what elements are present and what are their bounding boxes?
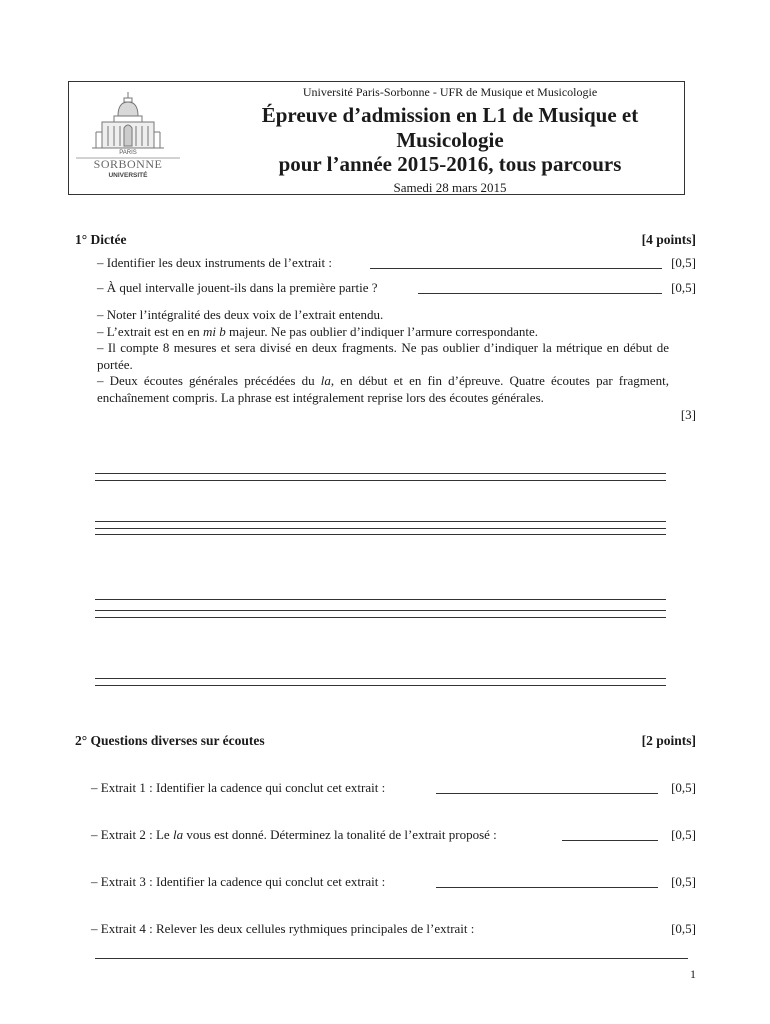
section1-points: [4 points] bbox=[641, 232, 696, 247]
q1-mark: [0,5] bbox=[671, 255, 696, 270]
q1-answer-line[interactable] bbox=[370, 268, 662, 269]
staff-line-3b[interactable] bbox=[95, 610, 666, 611]
sorbonne-logo bbox=[74, 88, 182, 180]
e2-label: – Extrait 2 : Le la vous est donné. Déterminez la tonalité de l’extrait proposé : bbox=[91, 827, 497, 842]
section2-title: 2° Questions diverses sur écoutes bbox=[75, 733, 265, 748]
page-number: 1 bbox=[690, 967, 696, 981]
key-italic: mi b bbox=[203, 323, 226, 339]
e1-mark: [0,5] bbox=[671, 780, 696, 795]
title-line-1: Épreuve d’admission en L1 de Musique et bbox=[261, 103, 639, 127]
q2-label: – À quel intervalle jouent-ils dans la première partie ? bbox=[97, 280, 378, 295]
logo-text-sorbonne: SORBONNE bbox=[93, 157, 163, 171]
staff-line-1a[interactable] bbox=[95, 473, 666, 474]
e3-mark: [0,5] bbox=[671, 874, 696, 889]
university-name: Université Paris-Sorbonne - UFR de Musique et Musicologie bbox=[302, 85, 598, 99]
exam-date: Samedi 28 mars 2015 bbox=[393, 180, 507, 195]
staff-line-3c[interactable] bbox=[95, 617, 666, 618]
la-italic: la bbox=[320, 373, 331, 388]
staff-line-2a[interactable] bbox=[95, 521, 666, 522]
e1-answer-line[interactable] bbox=[436, 793, 658, 794]
q2-answer-line[interactable] bbox=[418, 293, 662, 294]
dictation-mark: [3] bbox=[680, 407, 696, 422]
e3-label: – Extrait 3 : Identifier la cadence qui conclut cet extrait : bbox=[91, 874, 386, 889]
page-title bbox=[215, 103, 685, 177]
instruction-2: – L’extrait est en en mi b majeur. Ne pas oublier d’indiquer l’armure correspondante. bbox=[97, 323, 539, 339]
q1-label: – Identifier les deux instruments de l’extrait : bbox=[97, 255, 333, 270]
staff-line-3a[interactable] bbox=[95, 599, 666, 600]
staff-line-2b[interactable] bbox=[95, 528, 666, 529]
e2-answer-line[interactable] bbox=[562, 840, 658, 841]
logo-text-universite: UNIVERSITÉ bbox=[108, 172, 148, 179]
e4-label: – Extrait 4 : Relever les deux cellules rythmiques principales de l’extrait : bbox=[91, 921, 475, 936]
e2-la-italic: la bbox=[172, 827, 184, 842]
section2-points: [2 points] bbox=[641, 733, 696, 748]
staff-line-4b[interactable] bbox=[95, 685, 666, 686]
logo-text-paris: PARIS bbox=[119, 150, 137, 156]
e3-answer-line[interactable] bbox=[436, 887, 658, 888]
staff-line-1b[interactable] bbox=[95, 480, 666, 481]
instruction-1: – Noter l’intégralité des deux voix de l’extrait entendu. bbox=[97, 307, 384, 322]
instruction-4: – Deux écoutes générales précédées du la, en début et en fin d’épreuve. Quatre écoutes par fragment, enchaînement compris. La phrase est intégralement reprise lors des écoutes générales. bbox=[97, 373, 669, 405]
staff-line-4a[interactable] bbox=[95, 678, 666, 679]
title-line-2: Musicologie bbox=[396, 127, 504, 152]
title-line-3: pour l’année 2015-2016, tous parcours bbox=[278, 152, 622, 176]
e2-mark: [0,5] bbox=[671, 827, 696, 842]
e1-label: – Extrait 1 : Identifier la cadence qui conclut cet extrait : bbox=[91, 780, 386, 795]
staff-line-2c[interactable] bbox=[95, 534, 666, 535]
section1-title: 1° Dictée bbox=[75, 232, 127, 247]
instruction-3: – Il compte 8 mesures et sera divisé en deux fragments. Ne pas oublier d’indiquer la métrique en début de portée. bbox=[97, 340, 669, 372]
dictation-instructions bbox=[97, 307, 669, 406]
q2-mark: [0,5] bbox=[671, 280, 696, 295]
e4-answer-line[interactable] bbox=[95, 958, 688, 959]
e4-mark: [0,5] bbox=[671, 921, 696, 936]
